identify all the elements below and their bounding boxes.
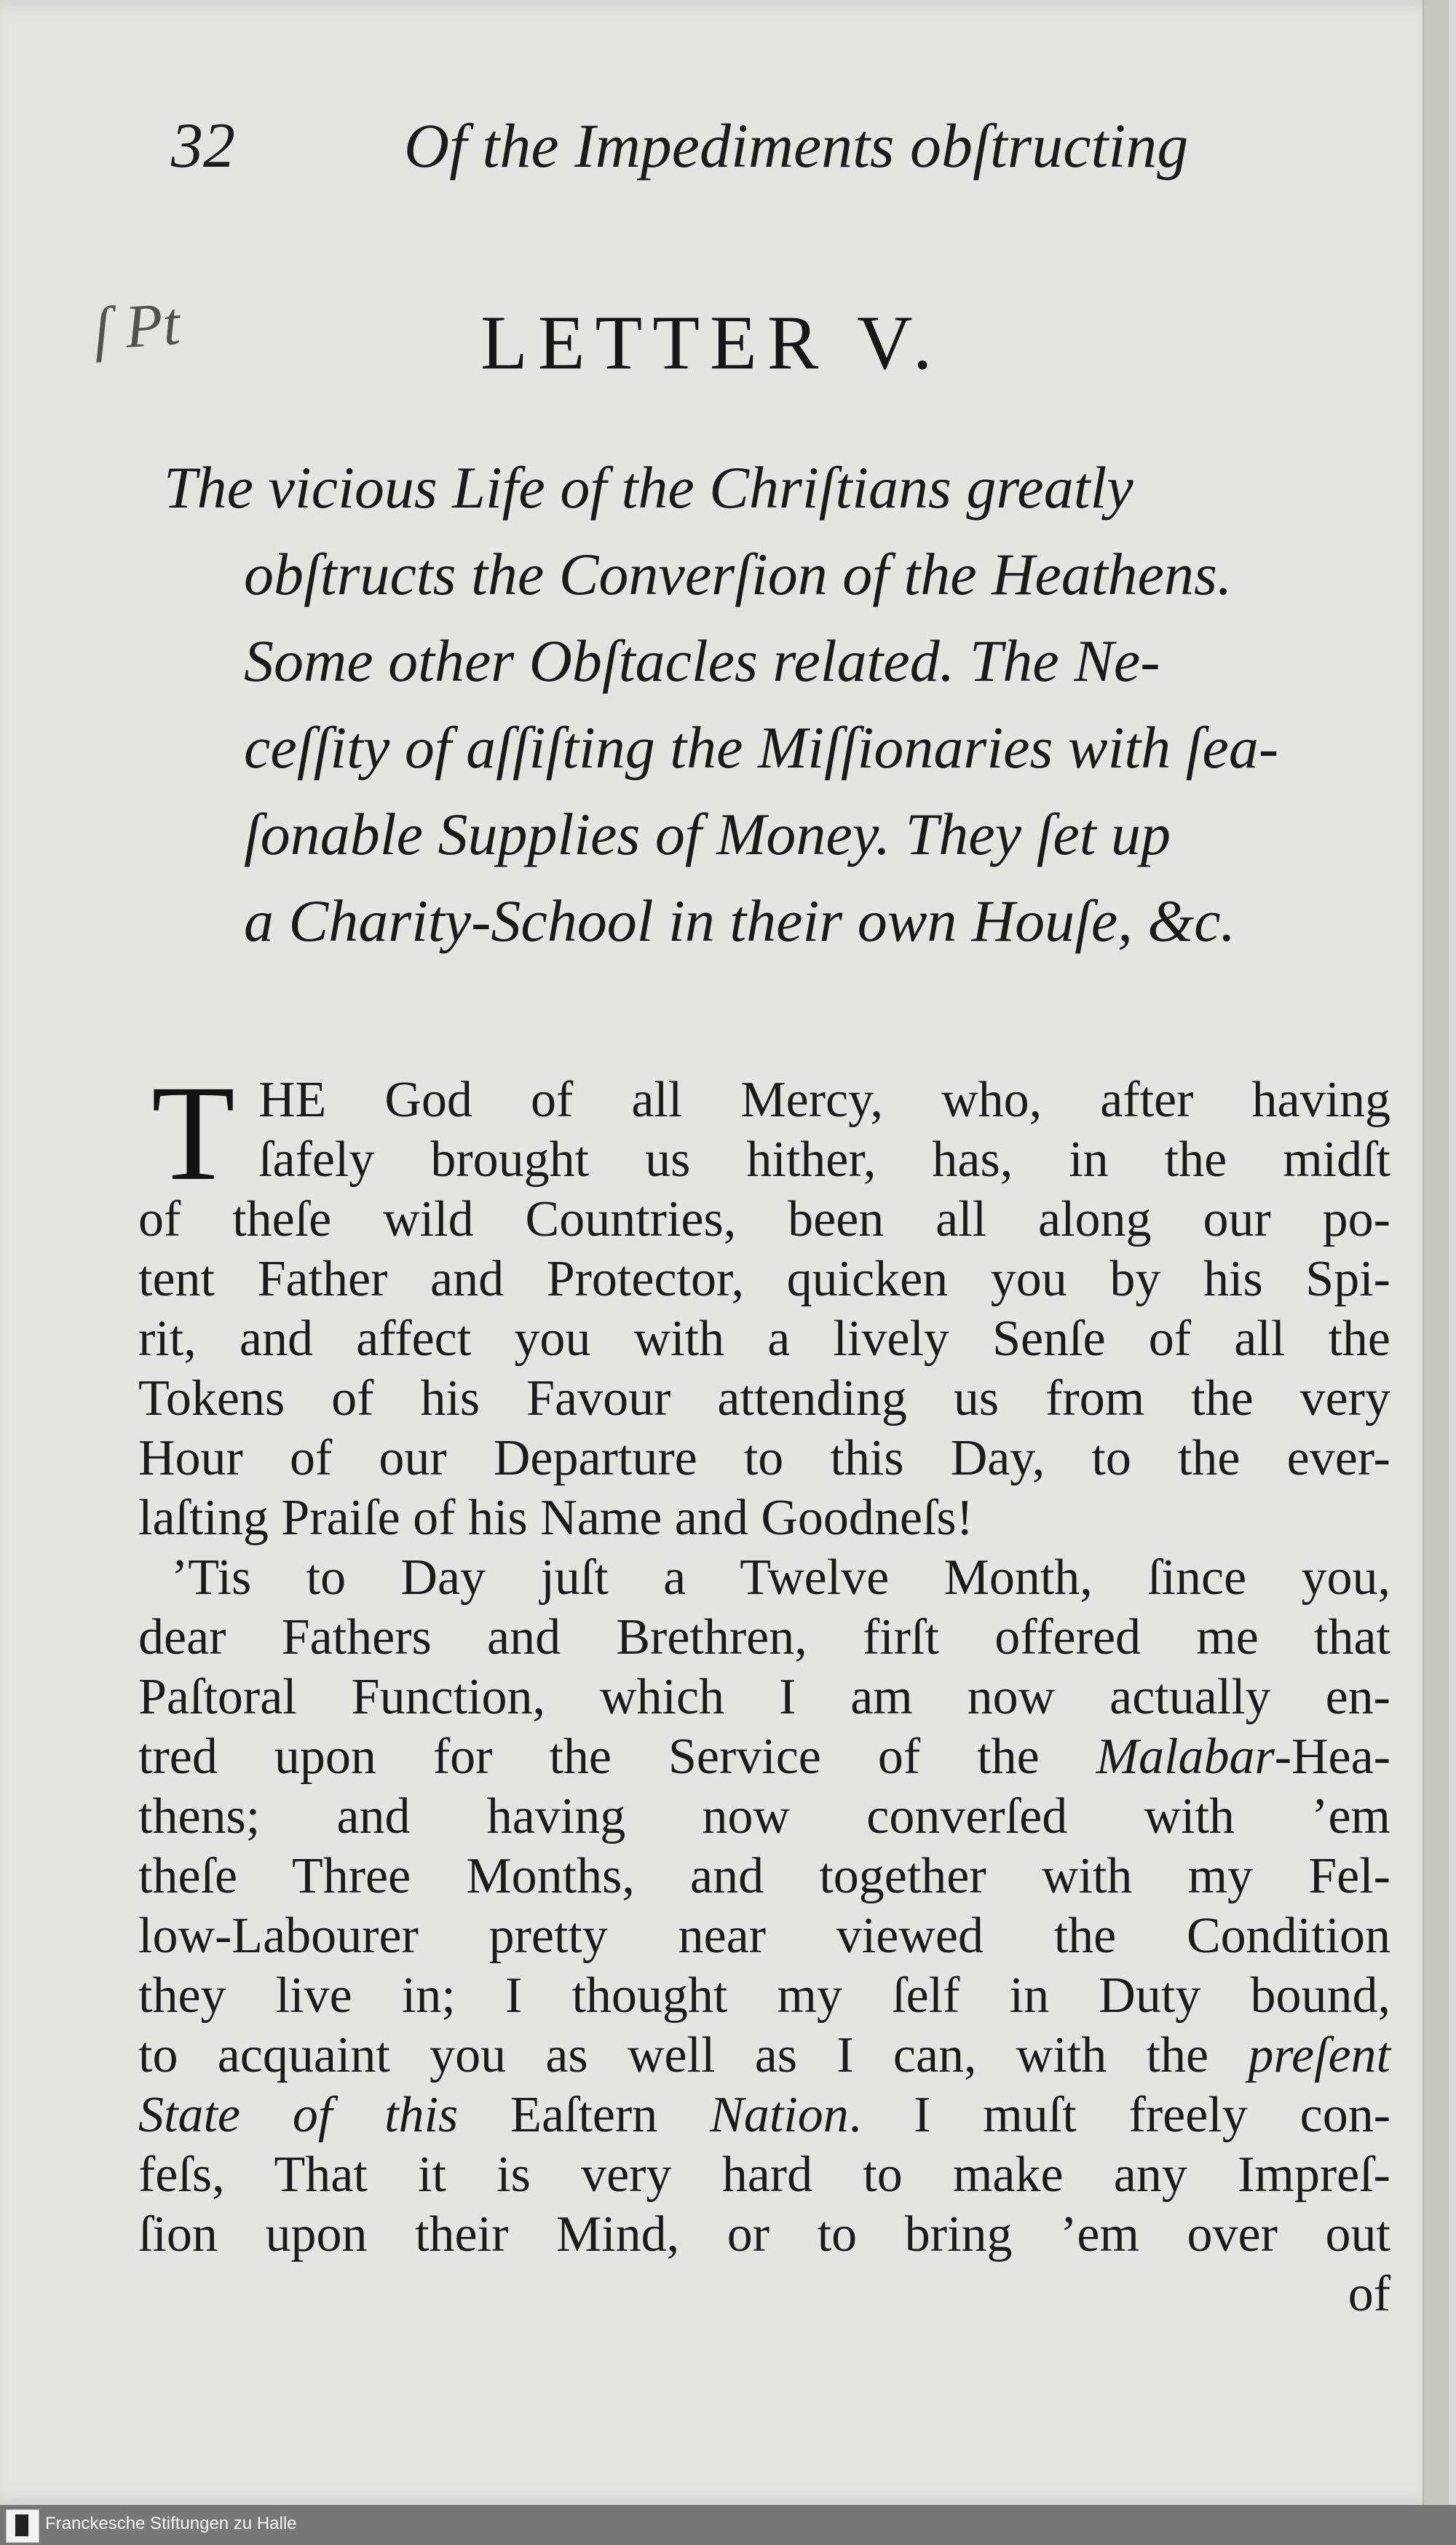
text-line: ’Tis to Day juſt a Twelve Month, ſince you,	[171, 1550, 1390, 1606]
text-segment: tred upon for the Service of the	[138, 1729, 1096, 1785]
paragraph-2	[138, 1548, 1390, 2324]
running-head: Of the Impediments obſtructing	[404, 111, 1189, 181]
text-line: tent Father and Protector, quicken you by his Spi-	[138, 1251, 1390, 1307]
body-text	[138, 1057, 1391, 2324]
letter-summary	[164, 444, 1394, 964]
summary-line: Some other Obſtacles related. The Ne-	[244, 628, 1160, 694]
footer-bar	[0, 2505, 1456, 2545]
text-line: of theſe wild Countries, been all along our po-	[138, 1191, 1390, 1247]
text-line: Paſtoral Function, which I am now actually en-	[138, 1669, 1390, 1725]
text-line: Tokens of his Favour attending us from the very	[138, 1370, 1390, 1427]
summary-line: ceſſity of aſſiſting the Miſſionaries with ſea-	[244, 714, 1279, 781]
text-segment: Eaſtern	[458, 2087, 711, 2143]
text-line: theſe Three Months, and together with my Fel-	[138, 1848, 1390, 1904]
institution-logo-icon	[6, 2509, 39, 2543]
text-line	[138, 2086, 1390, 2145]
paragraph-1	[138, 1057, 1390, 1548]
text-segment: to acquaint you as well as I can, with the	[138, 2027, 1249, 2083]
text-segment: -Hea-	[1274, 1729, 1390, 1785]
summary-line: a Charity-School in their own Houſe, &c.	[244, 888, 1235, 954]
institution-name: Franckesche Stiftungen zu Halle	[45, 2514, 297, 2533]
text-line	[138, 1727, 1390, 1787]
text-line: HE God of all Mercy, who, after having	[258, 1072, 1390, 1128]
text-line: laſting Praiſe of his Name and Goodneſs!	[138, 1490, 973, 1546]
text-line: thens; and having now converſed with ’em	[138, 1788, 1390, 1844]
page-header	[164, 109, 1299, 189]
italic-term: Malabar	[1096, 1729, 1275, 1785]
catchword: of	[1348, 2266, 1390, 2322]
text-line: they live in; I thought my ſelf in Duty bound,	[138, 1968, 1390, 2024]
summary-line: ſonable Supplies of Money. They ſet up	[244, 801, 1171, 867]
text-line: feſs, That it is very hard to make any Impreſ-	[138, 2147, 1390, 2203]
text-line: dear Fathers and Brethren, firſt offered me that	[138, 1609, 1390, 1665]
page-edge	[1423, 0, 1449, 2505]
text-line: rit, and affect you with a lively Senſe of all the	[138, 1311, 1390, 1367]
text-line: low-Labourer pretty near viewed the Condition	[138, 1908, 1390, 1964]
page-number: 32	[171, 111, 235, 181]
text-line	[138, 2026, 1390, 2086]
text-segment: . I muſt freely con-	[848, 2087, 1391, 2143]
italic-term: Nation	[710, 2087, 849, 2143]
handwritten-margin-note: ſ Pt	[90, 289, 183, 364]
italic-term: preſent	[1248, 2027, 1390, 2083]
text-line: ſion upon their Mind, or to bring ’em over out	[138, 2206, 1390, 2262]
summary-line: obſtructs the Converſion of the Heathens.	[244, 541, 1233, 607]
summary-line: The vicious Life of the Chriſtians greatly	[164, 454, 1133, 521]
italic-term: State of this	[138, 2087, 459, 2143]
text-line: Hour of our Departure to this Day, to the ever-	[138, 1430, 1390, 1486]
letter-heading: LETTER V.	[480, 300, 943, 385]
text-line: ſafely brought us hither, has, in the midſt	[258, 1132, 1390, 1188]
drop-cap: T	[151, 1057, 235, 1209]
